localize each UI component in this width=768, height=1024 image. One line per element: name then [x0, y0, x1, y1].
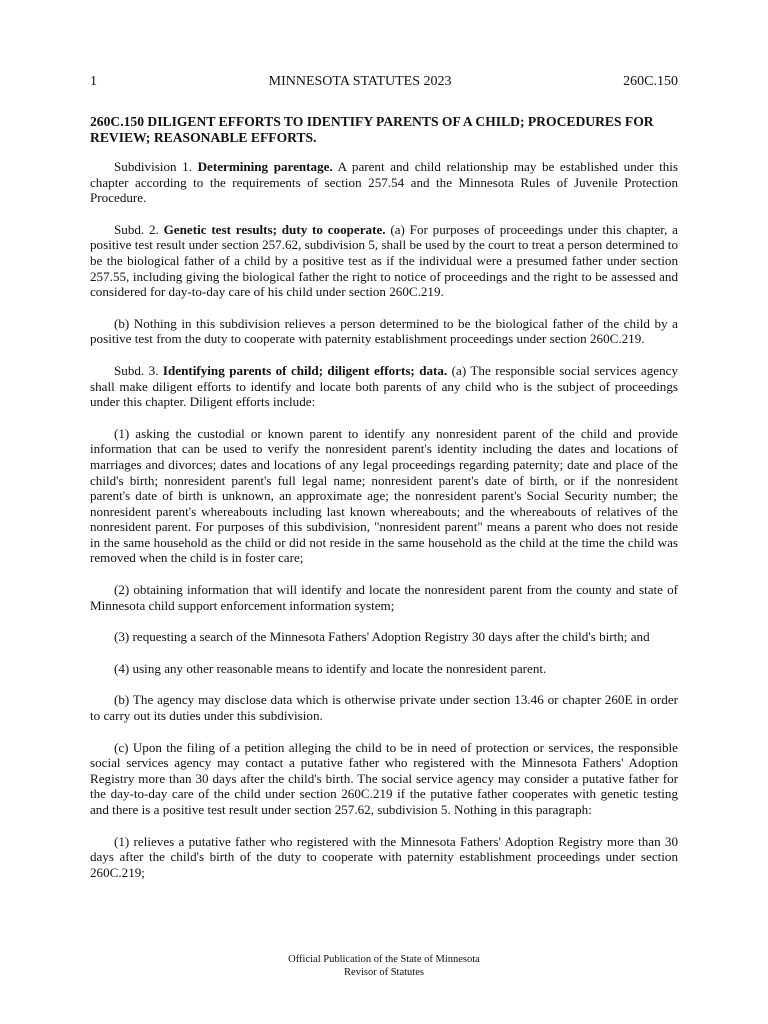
clause-3: (3) requesting a search of the Minnesota Fathers' Adoption Registry 30 days after the child's birth; and — [114, 629, 650, 645]
section-title: 260C.150 DILIGENT EFFORTS TO IDENTIFY PARENTS OF A CHILD; PROCEDURES FOR REVIEW; REASONABLE EFFORTS. — [90, 114, 654, 145]
paragraph-c: (c) Upon the filing of a petition alleging the child to be in need of protection or services, the responsible social services agency may contact a putative father who registered with the Minnesota Fathers' Adoption Registry more than 30 days after the child's birth. The social service agency may consider a putative father for the day-to-day care of the child under section 260C.219 if the putative father cooperates with genetic testing and there is a positive test result under section 257.62, subdivision 5. Nothing in this paragraph: — [90, 739, 678, 817]
subdivision-text: (a) For purposes of proceedings under this chapter, a positive test result under section 257.62, subdivision 5, shall be used by the court to treat a person determined to be the biological father of a child by a positive test as if the individual were a presumed father under section 257.55, including giving the biological father the right to notice of proceedings and the right to be assessed and considered for day-to-day care of his child under section 260C.219. — [90, 221, 678, 300]
page-header — [90, 74, 678, 90]
section-number: 260C.150 — [623, 74, 678, 89]
subdivision-2 — [90, 222, 678, 300]
subdivision-heading: Genetic test results; duty to cooperate. — [163, 221, 386, 237]
subdivision-heading: Determining parentage. — [197, 159, 333, 174]
subdivision-2-paragraph-b: (b) Nothing in this subdivision relieves a person determined to be the biological father of the child by a positive test from the duty to cooperate with paternity establishment proceedings under section 260C.219. — [90, 315, 678, 347]
page-number: 1 — [90, 74, 97, 89]
subdivision-text: (a) The responsible social services agency shall make diligent efforts to identify and locate both parents of any child who is the subject of proceedings under this chapter. Diligent efforts include: — [90, 362, 678, 410]
page-footer — [0, 953, 768, 979]
clause-2: (2) obtaining information that will identify and locate the nonresident parent from the county and state of Minnesota child support enforcement information system; — [90, 582, 678, 613]
subdivision-lead: Subd. 3. — [114, 362, 163, 378]
footer-revisor: Revisor of Statutes — [344, 967, 424, 978]
statutes-title: MINNESOTA STATUTES 2023 — [268, 74, 452, 89]
statute-body — [90, 114, 678, 896]
clause-4: (4) using any other reasonable means to identify and locate the nonresident parent. — [114, 660, 547, 676]
subdivision-lead: Subd. 2. — [114, 221, 164, 237]
paragraph-b: (b) The agency may disclose data which is otherwise private under section 13.46 or chapter 260E in order to carry out its duties under this subdivision. — [90, 692, 678, 724]
subdivision-heading: Identifying parents of child; diligent efforts; data. — [162, 362, 448, 378]
clause-1: (1) asking the custodial or known parent to identify any nonresident parent of the child and provide information that can be used to verify the nonresident parent's identity including the dates and locations of marriages and divorces; dates and locations of any legal proceedings regarding paternity; date and place of the child's birth; nonresident parent's full legal name; nonresident parent's date of birth, or if the nonresident parent's date of birth is unknown, an approximate age; the nonresident parent's Social Security number; the nonresident parent's whereabouts including last known whereabouts; and the whereabouts of relatives of the nonresident parent. For purposes of this subdivision, "nonresident parent" means a parent who does not reside in the same household as the child or did not reside in the same household as the child at the time the child was removed when the child is in foster care; — [90, 425, 678, 566]
subdivision-lead: Subdivision 1. — [114, 159, 198, 174]
subdivision-text: A parent and child relationship may be established under this chapter according to the requirements of section 257.54 and the Minnesota Rules of Juvenile Protection Procedure. — [90, 159, 678, 206]
paragraph-c-clause-1: (1) relieves a putative father who registered with the Minnesota Fathers' Adoption Registry more than 30 days after the child's birth of the duty to cooperate with paternity establishment proceedings under section 260C.219; — [90, 833, 678, 880]
subdivision-1 — [90, 159, 678, 206]
footer-publication: Official Publication of the State of Minnesota — [288, 954, 480, 965]
subdivision-3 — [90, 363, 678, 410]
